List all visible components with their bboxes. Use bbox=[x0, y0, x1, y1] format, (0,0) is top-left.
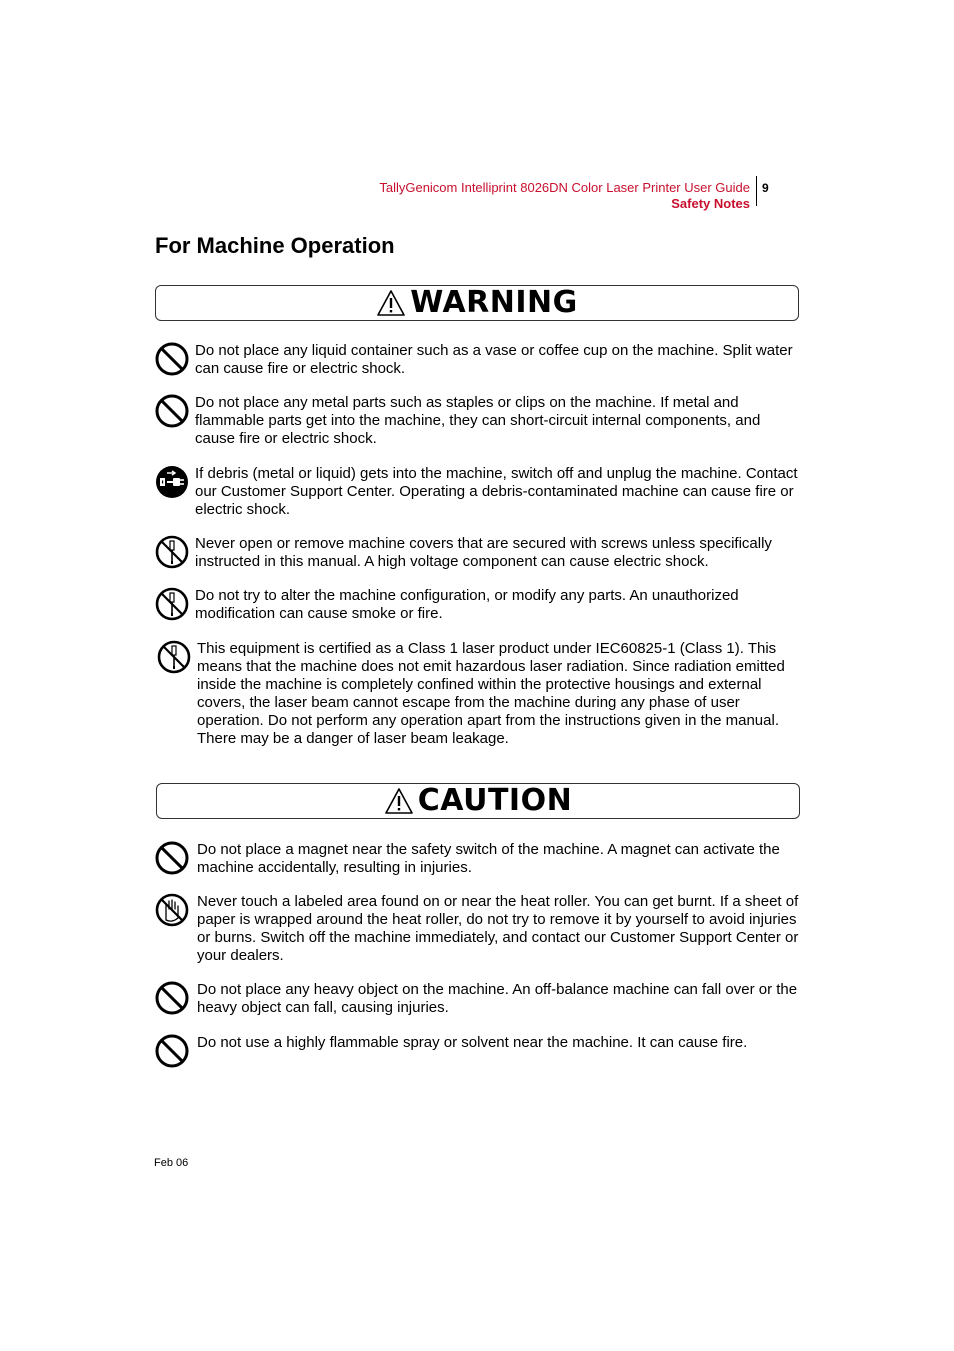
page-title: For Machine Operation bbox=[155, 233, 395, 258]
warning-text: Do not try to alter the machine configuration, or modify any parts. An unauthorized modification can cause smoke or fire. bbox=[195, 587, 739, 622]
no-touch-icon bbox=[155, 893, 189, 927]
caution-triangle-icon bbox=[384, 787, 414, 815]
caution-banner bbox=[156, 783, 800, 819]
prohibited-icon bbox=[155, 1034, 189, 1068]
warning-text: Do not place any metal parts such as staples or clips on the machine. If metal and flammable parts get into the machine, they can short-circuit internal components, and cause fire or electric shock. bbox=[195, 394, 761, 447]
no-disassembly-icon bbox=[157, 640, 191, 674]
warning-text: Do not place any liquid container such as a vase or coffee cup on the machine. Split water can cause fire or electric shock. bbox=[195, 342, 793, 377]
prohibited-icon bbox=[155, 981, 189, 1015]
no-disassembly-icon bbox=[155, 535, 189, 569]
guide-title: TallyGenicom Intelliprint 8026DN Color Laser Printer User Guide bbox=[379, 180, 750, 195]
warning-banner bbox=[155, 285, 799, 321]
caution-text: Do not use a highly flammable spray or solvent near the machine. It can cause fire. bbox=[197, 1034, 748, 1051]
prohibited-icon bbox=[155, 394, 189, 428]
warning-text: Never open or remove machine covers that are secured with screws unless specifically instructed in this manual. A high voltage component can cause electric shock. bbox=[195, 535, 772, 570]
prohibited-icon bbox=[155, 841, 189, 875]
section-name: Safety Notes bbox=[671, 196, 750, 211]
no-disassembly-icon bbox=[155, 587, 189, 621]
footer-date: Feb 06 bbox=[154, 1157, 189, 1169]
warning-text: This equipment is certified as a Class 1 laser product under IEC60825-1 (Class 1). This means that the machine does not emit hazardous laser radiation. Since radiation emitted inside the machine is completely confined within the protective housings and external covers, the laser beam cannot escape from the machine during any phase of user operation. Do not perform any operation apart from the instructions given in the manual. There may be a danger of laser beam leakage. bbox=[197, 640, 785, 747]
warning-triangle-icon bbox=[376, 289, 406, 317]
header-divider bbox=[756, 176, 757, 206]
warning-text: If debris (metal or liquid) gets into the machine, switch off and unplug the machine. Contact our Customer Support Center. Operating a debris-contaminated machine can cause fire or electric shock. bbox=[195, 465, 798, 518]
caution-text: Do not place any heavy object on the machine. An off-balance machine can fall over or the heavy object can fall, causing injuries. bbox=[197, 981, 798, 1016]
caution-text: Never touch a labeled area found on or near the heat roller. You can get burnt. If a sheet of paper is wrapped around the heat roller, do not try to remove it by yourself to avoid injuries or burns. Switch off the machine immediately, and contact our Customer Support Center or your dealers. bbox=[197, 893, 799, 964]
caution-text: Do not place a magnet near the safety switch of the machine. A magnet can activate the machine accidentally, resulting in injuries. bbox=[197, 841, 780, 876]
page-number: 9 bbox=[762, 181, 769, 195]
unplug-icon bbox=[155, 465, 189, 499]
running-header bbox=[379, 180, 750, 212]
prohibited-icon bbox=[155, 342, 189, 376]
caution-label: CAUTION bbox=[417, 783, 573, 818]
warning-label: WARNING bbox=[410, 285, 578, 320]
